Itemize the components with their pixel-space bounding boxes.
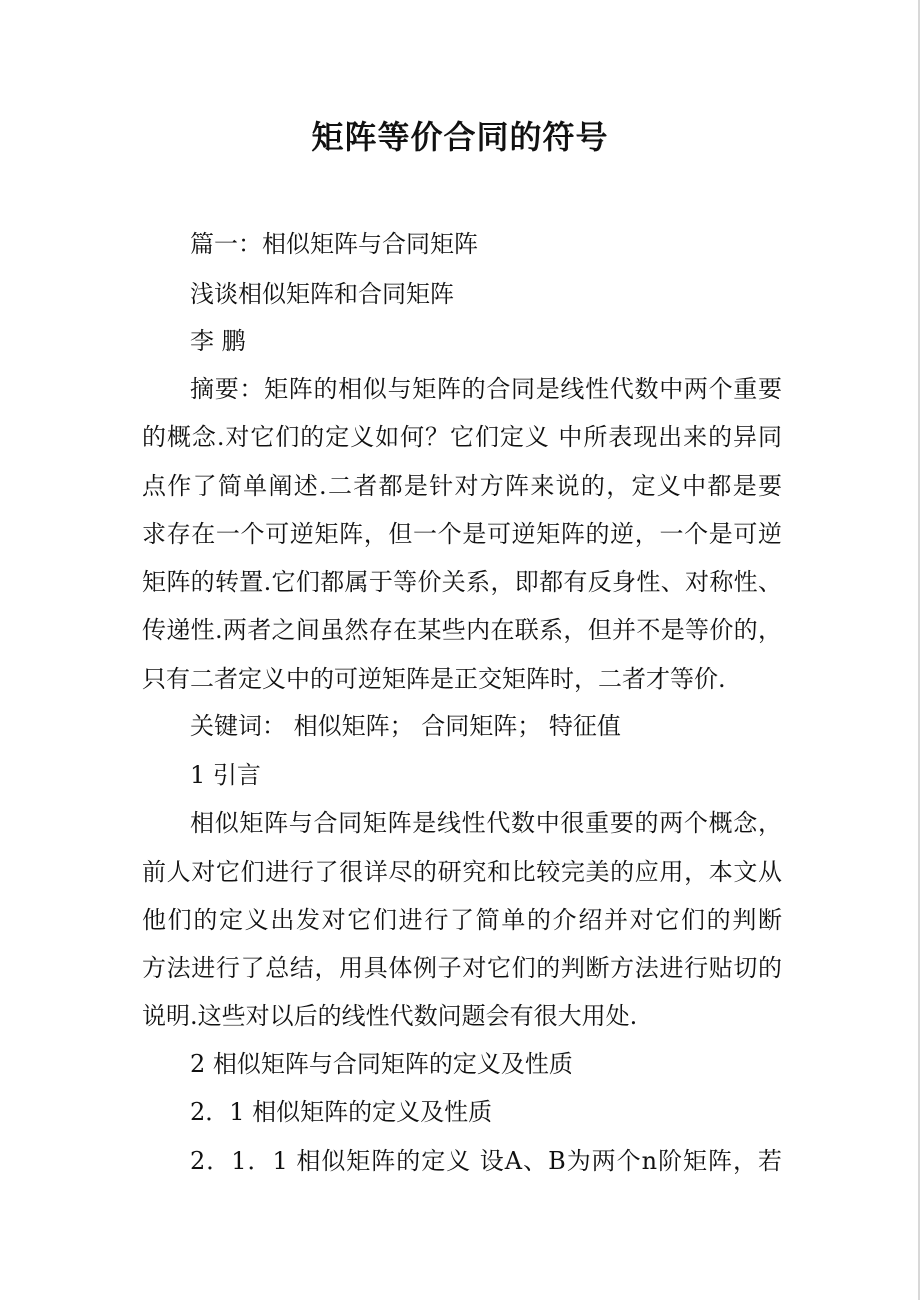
text-line: 摘要：矩阵的相似与矩阵的合同是线性代数中两个重要 [190, 375, 782, 403]
document-title: 矩阵等价合同的符号 [311, 118, 609, 156]
text-line: 1 引言 [190, 761, 261, 789]
text-line: 2．1 相似矩阵的定义及性质 [190, 1098, 493, 1126]
text-line: 关键词： 相似矩阵； 合同矩阵； 特征值 [190, 712, 621, 740]
text-line: 李 鹏 [190, 327, 246, 355]
text-line: 只有二者定义中的可逆矩阵是正交矩阵时，二者才等价. [142, 665, 726, 693]
text-line: 2 相似矩阵与合同矩阵的定义及性质 [190, 1050, 573, 1078]
text-line: 矩阵的转置.它们都属于等价关系，即都有反身性、对称性、 [142, 568, 782, 596]
text-line: 他们的定义出发对它们进行了简单的介绍并对它们的判断 [142, 906, 782, 934]
text-line: 浅谈相似矩阵和合同矩阵 [190, 280, 454, 308]
text-line: 2．1．1 相似矩阵的定义 设A、B为两个n阶矩阵，若 [190, 1147, 782, 1175]
text-line: 篇一：相似矩阵与合同矩阵 [190, 230, 478, 258]
text-line: 相似矩阵与合同矩阵是线性代数中很重要的两个概念， [190, 809, 782, 837]
text-line: 点作了简单阐述.二者都是针对方阵来说的，定义中都是要 [142, 472, 782, 500]
text-line: 说明.这些对以后的线性代数问题会有很大用处. [142, 1002, 638, 1030]
text-line: 传递性.两者之间虽然存在某些内在联系，但并不是等价的， [142, 616, 782, 644]
text-line: 求存在一个可逆矩阵，但一个是可逆矩阵的逆，一个是可逆 [142, 520, 782, 548]
text-line: 的概念.对它们的定义如何？它们定义 中所表现出来的异同 [142, 423, 782, 451]
text-line: 前人对它们进行了很详尽的研究和比较完美的应用，本文从 [142, 858, 782, 886]
text-line: 方法进行了总结，用具体例子对它们的判断方法进行贴切的 [142, 954, 782, 982]
